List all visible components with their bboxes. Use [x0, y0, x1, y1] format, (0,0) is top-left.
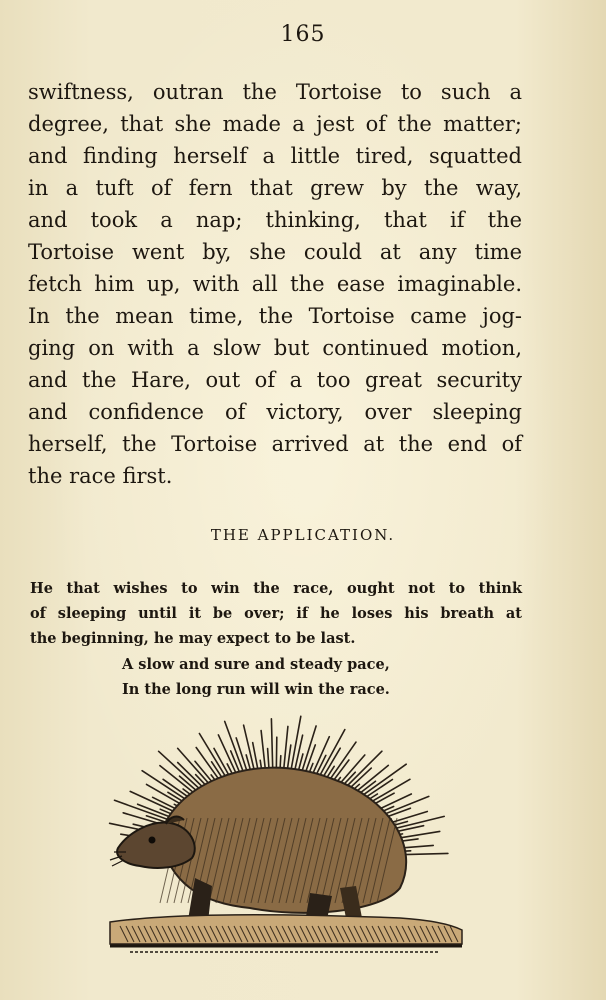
- porcupine-head: [117, 823, 195, 868]
- application-line: He that wishes to win the race, ought not to think: [30, 580, 522, 597]
- section-heading: THE APPLICATION.: [210, 526, 396, 544]
- text-line: and finding herself a little tired, squatted: [28, 144, 522, 168]
- text-line: ging on with a slow but continued motion,: [28, 336, 522, 360]
- text-line: Tortoise went by, she could at any time: [28, 240, 522, 264]
- verse-line: A slow and sure and steady pace,: [122, 656, 390, 673]
- text-line: fetch him up, with all the ease imaginable.: [28, 272, 522, 296]
- fable-text: [28, 76, 522, 492]
- text-line: in a tuft of fern that grew by the way,: [28, 176, 522, 200]
- text-line: the race first.: [28, 464, 173, 488]
- text-line: and took a nap; thinking, that if the: [28, 208, 522, 232]
- page-number: 165: [280, 22, 326, 47]
- application-line: the beginning, he may expect to be last.: [30, 630, 356, 647]
- text-line: herself, the Tortoise arrived at the end of: [28, 432, 522, 456]
- text-line: In the mean time, the Tortoise came jog-: [28, 304, 522, 328]
- text-line: degree, that she made a jest of the matter;: [28, 112, 522, 136]
- text-line: and confidence of victory, over sleeping: [28, 400, 522, 424]
- verse-line: In the long run will win the race.: [122, 681, 390, 698]
- moral-verse: [122, 652, 462, 702]
- application-text: [30, 576, 522, 651]
- porcupine-eye: [149, 837, 156, 844]
- text-line: swiftness, outran the Tortoise to such a: [28, 80, 522, 104]
- porcupine-woodcut-illustration: [100, 708, 480, 970]
- text-line: and the Hare, out of a too great security: [28, 368, 522, 392]
- application-line: of sleeping until it be over; if he loses his breath at: [30, 605, 522, 622]
